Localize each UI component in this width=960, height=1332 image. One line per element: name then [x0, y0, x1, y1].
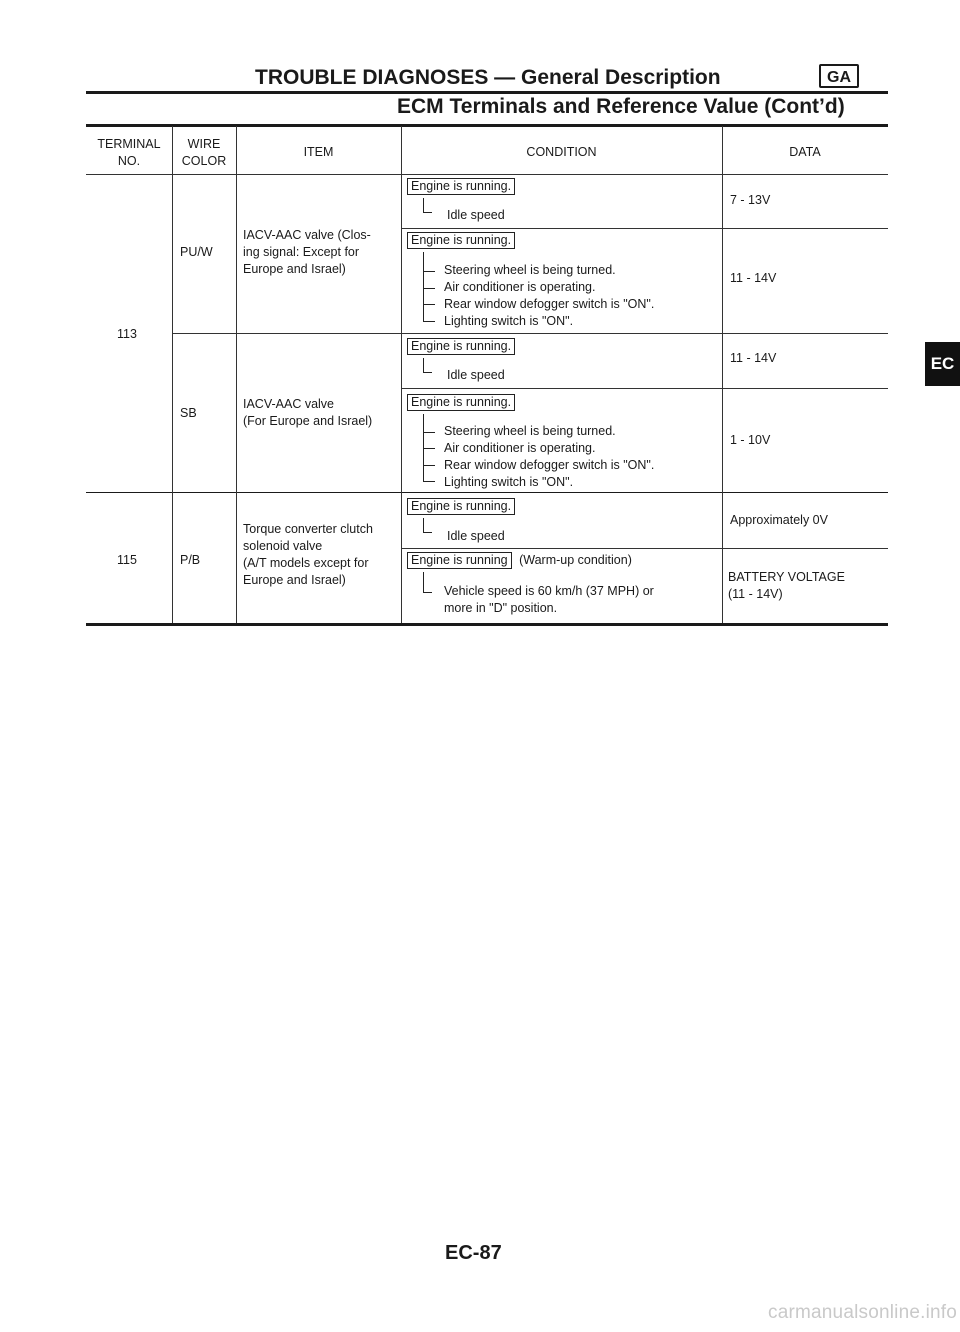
data-value: 11 - 14V [730, 351, 777, 365]
condition-line: Lighting switch is "ON". [444, 475, 574, 489]
condition-box-label: Engine is running. [407, 338, 515, 355]
bracket-mark [423, 288, 435, 289]
data-value [728, 569, 845, 603]
col-header-wire [172, 136, 236, 170]
item-line: (A/T models except for [243, 556, 369, 570]
data-value: 11 - 14V [730, 271, 777, 285]
col-header-terminal [86, 136, 172, 170]
item-line: (For Europe and Israel) [243, 414, 373, 428]
condition-box-label: Engine is running. [407, 394, 515, 411]
wire-color: PU/W [180, 245, 213, 259]
row-rule [401, 228, 888, 229]
item-line: Europe and Israel) [243, 573, 346, 587]
table-bottom-rule [86, 623, 888, 626]
table-row-divider [86, 492, 888, 493]
condition-text: Idle speed [447, 368, 505, 382]
condition-list [444, 583, 654, 617]
bracket-mark [423, 518, 432, 533]
col-divider [236, 126, 237, 623]
condition-box [407, 338, 515, 355]
bracket-mark [423, 321, 435, 322]
page-title: TROUBLE DIAGNOSES — General Description [255, 66, 721, 89]
wire-color: SB [180, 406, 197, 420]
row-rule [401, 388, 888, 389]
col-header-item: ITEM [303, 145, 334, 159]
bracket-mark [423, 304, 435, 305]
data-value: 1 - 10V [730, 433, 771, 447]
bracket-mark [423, 448, 435, 449]
header-rule [86, 91, 888, 94]
condition-line: Air conditioner is operating. [444, 280, 596, 294]
condition-box [407, 232, 515, 249]
condition-line: Rear window defogger switch is "ON". [444, 297, 655, 311]
row-rule [401, 548, 888, 549]
item-line: IACV-AAC valve (Clos- [243, 228, 371, 242]
footer-watermark: carmanualsonline.info [768, 1302, 958, 1323]
data-line: (11 - 14V) [728, 587, 783, 601]
condition-line: Vehicle speed is 60 km/h (37 MPH) or [444, 584, 654, 598]
condition-line: Rear window defogger switch is "ON". [444, 458, 655, 472]
col-header-terminal-line1: TERMINAL [97, 137, 161, 151]
table-header-rule [86, 174, 888, 175]
wire-color: P/B [180, 553, 201, 567]
col-header-terminal-line2: NO. [117, 154, 141, 168]
bracket-mark [423, 432, 435, 433]
page-subtitle: ECM Terminals and Reference Value (Cont’d) [397, 95, 845, 118]
section-badge: GA [819, 64, 859, 88]
condition-text: Idle speed [447, 529, 505, 543]
item-line: Europe and Israel) [243, 262, 346, 276]
item-line: solenoid valve [243, 539, 323, 553]
condition-list [444, 423, 654, 491]
data-line: BATTERY VOLTAGE [728, 570, 845, 584]
condition-box [407, 498, 515, 515]
data-value: 7 - 13V [730, 193, 771, 207]
condition-line: more in "D" position. [444, 601, 558, 615]
condition-line: Steering wheel is being turned. [444, 424, 616, 438]
col-header-wire-line1: WIRE [187, 137, 221, 151]
bracket-mark [423, 198, 432, 213]
bracket-mark [423, 271, 435, 272]
bracket-mark [423, 465, 435, 466]
condition-line: Lighting switch is "ON". [444, 314, 574, 328]
condition-box-label: Engine is running. [407, 232, 515, 249]
condition-box [407, 394, 515, 411]
section-tab-ec: EC [925, 342, 960, 386]
table-top-rule [86, 124, 888, 127]
condition-text: Idle speed [447, 208, 505, 222]
col-header-data: DATA [789, 145, 821, 159]
col-divider [172, 126, 173, 623]
condition-line: Air conditioner is operating. [444, 441, 596, 455]
item-line: Torque converter clutch [243, 522, 373, 536]
item-line: ing signal: Except for [243, 245, 360, 259]
item-description [243, 396, 372, 430]
row-rule [172, 333, 888, 334]
terminal-number: 115 [117, 553, 137, 567]
terminal-number: 113 [117, 327, 137, 341]
bracket-mark [423, 252, 424, 322]
page-number: EC-87 [445, 1242, 502, 1264]
bracket-mark [423, 358, 432, 373]
col-header-wire-line2: COLOR [181, 154, 227, 168]
condition-box-label: Engine is running [407, 552, 512, 569]
condition-list [444, 262, 654, 330]
bracket-mark [423, 572, 432, 593]
condition-box [407, 178, 515, 195]
condition-box [407, 552, 632, 569]
condition-suffix: (Warm-up condition) [519, 553, 632, 567]
col-header-condition: CONDITION [526, 145, 597, 159]
condition-box-label: Engine is running. [407, 498, 515, 515]
item-line: IACV-AAC valve [243, 397, 335, 411]
condition-box-label: Engine is running. [407, 178, 515, 195]
item-description [243, 227, 371, 278]
item-description [243, 521, 373, 589]
bracket-mark [423, 481, 435, 482]
data-value: Approximately 0V [730, 513, 828, 527]
condition-line: Steering wheel is being turned. [444, 263, 616, 277]
